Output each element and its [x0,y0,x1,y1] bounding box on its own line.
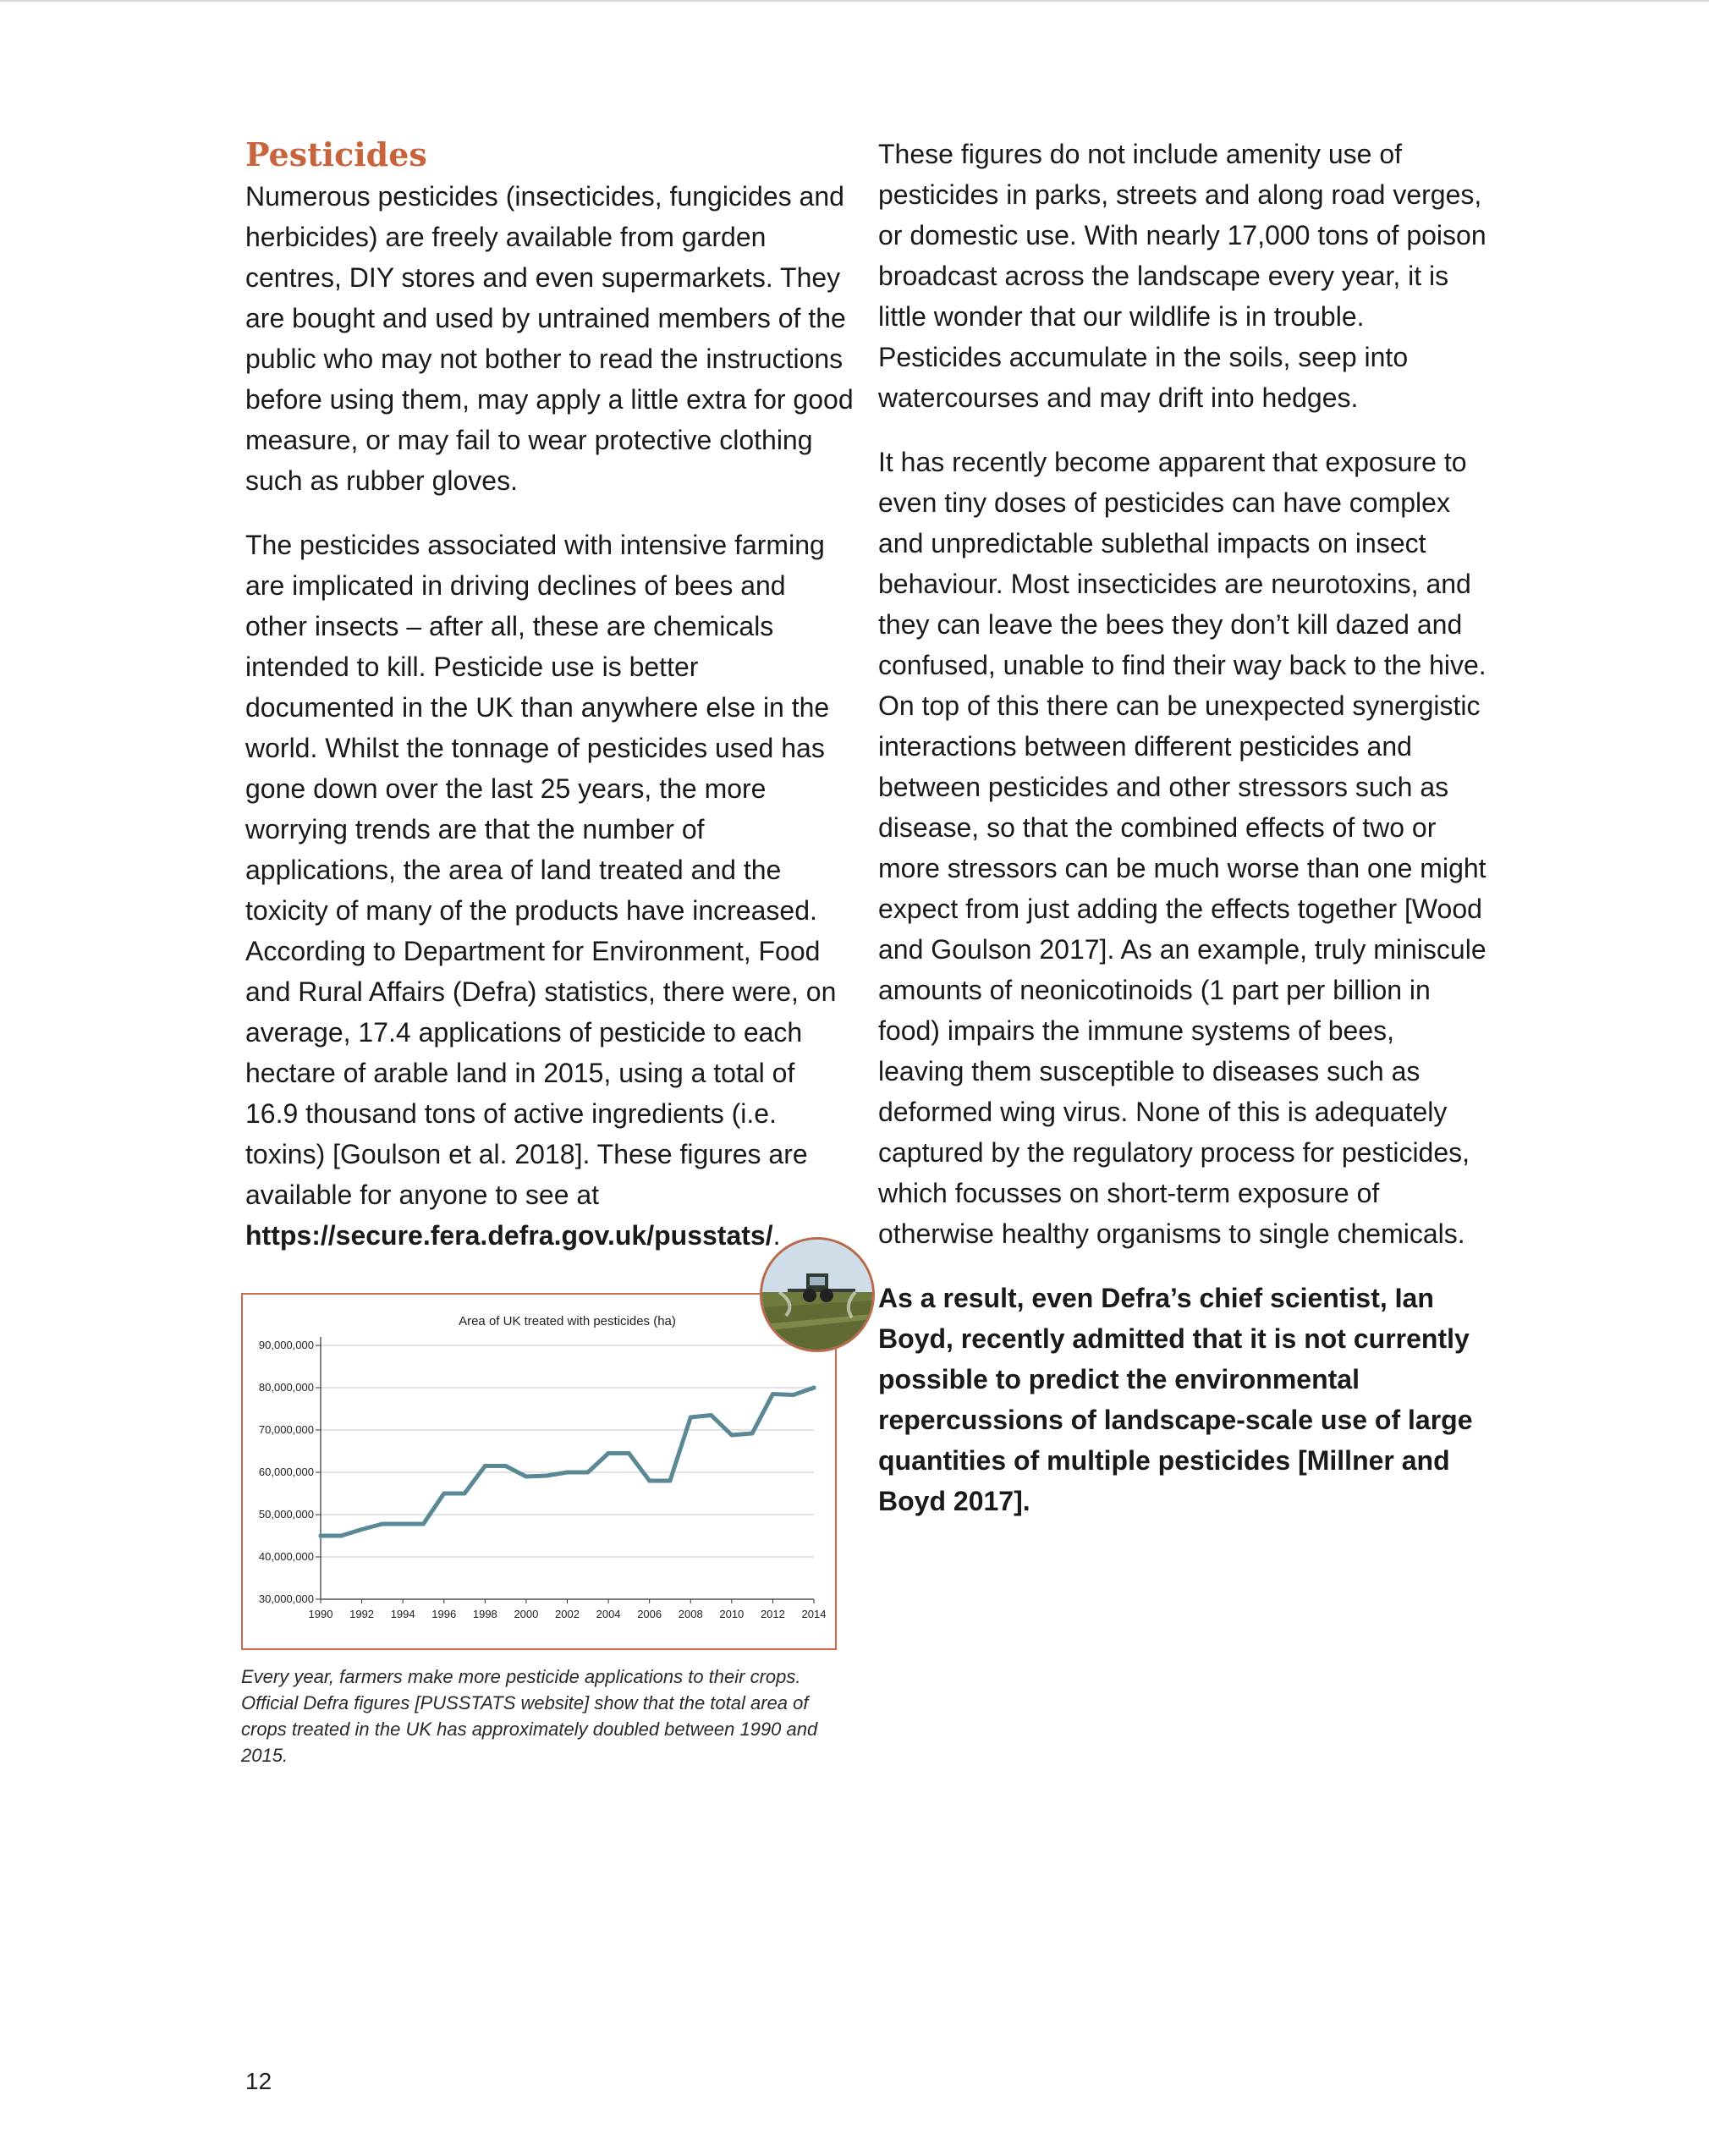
data-point [463,1492,467,1496]
data-point [709,1413,713,1417]
tractor-photo [760,1237,875,1352]
y-tick-label: 70,000,000 [258,1423,314,1436]
data-point [647,1479,651,1483]
right-paragraph-1: These figures do not include amenity use of pesticides in parks, streets and along road verges, or domestic use. With nearly 17,000 tons of poison broadcast across the landscape every year, it is little wonder that our wildlife is in trouble. Pesticides accumulate in the soils, seep into watercourses and may drift into hedges. [878,139,1486,413]
y-tick-label: 50,000,000 [258,1508,314,1521]
chart-svg [243,1295,835,1648]
data-point [627,1451,631,1455]
chart-caption: Every year, farmers make more pesticide applications to their crops. Official Defra figures [PUSSTATS website] show that the total area of crops treated in the UK has approximately doubled between 1990 and 2015. [241,1666,818,1766]
data-point [689,1416,693,1420]
data-point [503,1464,508,1468]
x-tick-label: 1998 [472,1608,497,1620]
pusstats-link[interactable]: https://secure.fera.defra.gov.uk/pusstats/ [245,1220,773,1251]
y-tick-label: 30,000,000 [258,1592,314,1605]
data-point [668,1479,672,1483]
x-tick-label: 2006 [637,1608,662,1620]
right-paragraph-2: It has recently become apparent that exposure to even tiny doses of pesticides can have complex and unpredictable sublethal impacts on insect behaviour. Most insecticides are neurotoxins, and they can leave the bees they don’t kill dazed and confused, unable to find their way back to the hive. On top of this there can be unexpected synergistic interactions between different pesticides and between pesticides and other stressors such as disease, so that the combined effects of two or more stressors can be much worse than one might expect from just adding the effects together [Wood and Goulson 2017]. As an example, truly miniscule amounts of neonicotinoids (1 part per billion in food) impairs the immune systems of bees, leaving them susceptible to diseases such as deformed wing virus. None of this is adequately captured by the regulatory process for pesticides, which focusses on short-term exposure of otherwise healthy organisms to single chemicals. [878,447,1486,1249]
x-tick-label: 2002 [555,1608,580,1620]
data-point [750,1432,755,1436]
data-point [607,1451,611,1455]
tractor-spraying-icon [762,1240,872,1350]
data-point [421,1522,426,1526]
data-point [812,1386,816,1390]
pesticide-area-chart [241,1293,837,1650]
x-tick-label: 1996 [431,1608,457,1620]
page-top-rule [0,0,1709,2]
x-tick-label: 2008 [678,1608,703,1620]
data-point [442,1492,446,1496]
x-tick-label: 2000 [514,1608,539,1620]
left-paragraph-2 [245,525,854,1256]
chart-title: Area of UK treated with pesticides (ha) [459,1314,676,1328]
link-suffix: . [772,1220,781,1251]
x-tick-label: 2004 [596,1608,621,1620]
data-point [401,1522,405,1526]
x-tick-label: 2014 [801,1608,827,1620]
section-heading: Pesticides [245,135,427,173]
y-tick-label: 60,000,000 [258,1466,314,1478]
y-tick-label: 90,000,000 [258,1339,314,1351]
x-tick-label: 2010 [719,1608,745,1620]
data-point [380,1522,384,1526]
x-tick-label: 1994 [390,1608,415,1620]
series-line-0 [321,1388,814,1536]
right-bold-paragraph: As a result, even Defra’s chief scientist, Ian Boyd, recently admitted that it is not currently possible to predict the environmental repercussions of landscape-scale use of large quantities of multiple pesticides [Millner and Boyd 2017]. [878,1283,1473,1516]
data-point [545,1474,549,1478]
page-number: 12 [245,2068,272,2094]
y-tick-label: 40,000,000 [258,1550,314,1563]
data-point [771,1392,775,1396]
left-paragraph-1: Numerous pesticides (insecticides, fungicides and herbicides) are freely available from garden centres, DIY stores and even supermarkets. They are bought and used by untrained members of the public who may not bother to read the instructions before using them, may apply a little extra for good measure, or may fail to wear protective clothing such as rubber gloves. [245,181,854,496]
data-point [565,1471,569,1475]
data-point [339,1534,343,1538]
data-point [360,1527,364,1532]
left-paragraph-2-text: The pesticides associated with intensive farming are implicated in driving declines of bees and other insects – after all, these are chemicals intended to kill. Pesticide use is better documented in the UK than anywhere else in the world. Whilst the tonnage of pesticides used has gone down over the last 25 years, the more worrying trends are that the number of applications, the area of land treated and the toxicity of many of the products have increased. According to Department for Environment, Food and Rural Affairs (Defra) statistics, there were, on average, 17.4 applications of pesticide to each hectare of arable land in 2015, using a total of 16.9 thousand tons of active ingredients (i.e. toxins) [Goulson et al. 2018]. These figures are available for anyone to see at [245,530,837,1210]
data-point [319,1534,323,1538]
data-point [791,1393,795,1397]
right-column [878,134,1487,1545]
x-tick-label: 1992 [349,1608,375,1620]
x-tick-label: 1990 [308,1608,333,1620]
left-column [245,127,854,1279]
data-point [729,1433,734,1438]
data-point [483,1464,487,1468]
data-point [524,1475,528,1479]
x-tick-label: 2012 [760,1608,785,1620]
y-tick-label: 80,000,000 [258,1381,314,1394]
data-point [585,1471,590,1475]
